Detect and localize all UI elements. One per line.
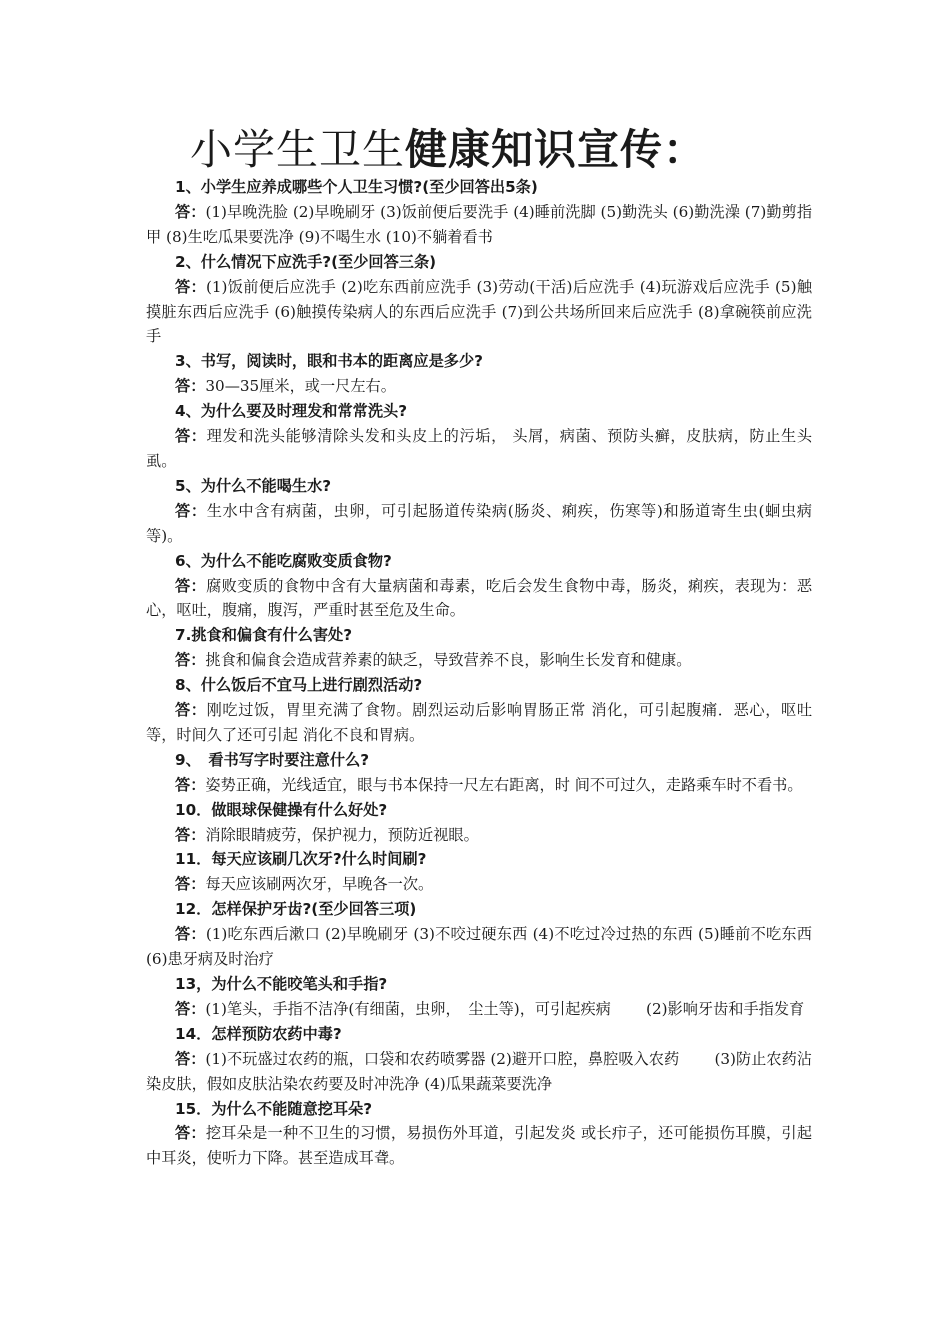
answer-text: (1)吃东西后漱口 (2)早晚刷牙 (3)不咬过硬东西 (4)不吃过冷过热的东西 (5)睡前不吃东西 (6)患牙病及时治疗 bbox=[146, 925, 812, 969]
answer-9 bbox=[146, 773, 812, 798]
answer-14 bbox=[146, 1047, 812, 1097]
answer-1 bbox=[146, 200, 812, 250]
question-4: 4、为什么要及时理发和常常洗头? bbox=[175, 402, 408, 421]
answer-label: 答： bbox=[175, 825, 206, 844]
answer-text: 30—35厘米，或一尺左右。 bbox=[205, 377, 396, 396]
answer-label: 答： bbox=[175, 1049, 206, 1068]
question-9: 9、 看书写字时要注意什么? bbox=[175, 750, 370, 769]
title-normal-part: 小学生卫生 bbox=[190, 125, 406, 174]
document-title bbox=[190, 122, 706, 178]
answer-text: 每天应该刷两次牙，早晚各一次。 bbox=[205, 875, 434, 894]
question-15: 15．为什么不能随意挖耳朵? bbox=[175, 1099, 373, 1118]
answer-text: 生水中含有病菌，虫卵，可引起肠道传染病(肠炎、痢疾，伤寒等)和肠道寄生虫(蛔虫病等)。 bbox=[146, 501, 812, 545]
answer-6 bbox=[146, 574, 812, 624]
answer-13 bbox=[146, 997, 812, 1022]
answer-3 bbox=[146, 374, 812, 399]
answer-label: 答： bbox=[175, 576, 207, 595]
question-10: 10．做眼球保健操有什么好处? bbox=[175, 800, 388, 819]
answer-label: 答： bbox=[175, 701, 207, 720]
question-1: 1、小学生应养成哪些个人卫生习惯?(至少回答出5条) bbox=[175, 178, 538, 196]
answer-text: 理发和洗头能够清除头发和头皮上的污垢， 头屑，病菌、预防头癣，皮肤病，防止生头虱。 bbox=[146, 427, 813, 470]
answer-label: 答： bbox=[175, 925, 206, 944]
question-12: 12．怎样保护牙齿?(至少回答三项) bbox=[175, 900, 417, 919]
title-bold-part: 健康知识宣传： bbox=[405, 125, 707, 174]
answer-11 bbox=[146, 872, 812, 897]
question-7: 7.挑食和偏食有什么害处? bbox=[175, 626, 353, 645]
answer-7 bbox=[146, 648, 812, 673]
answer-15 bbox=[146, 1121, 812, 1171]
answer-text: (1)笔头，手指不洁净(有细菌，虫卵， 尘土等)，可引起疾病 (2)影响牙齿和手指发育 bbox=[205, 999, 805, 1018]
answer-text: 挑食和偏食会造成营养素的缺乏，导致营养不良，影响生长发育和健康。 bbox=[205, 651, 692, 670]
answer-text: (1)早晚洗脸 (2)早晚刷牙 (3)饭前便后要洗手 (4)睡前洗脚 (5)勤洗头 (6)勤洗澡 (7)勤剪指甲 (8)生吃瓜果要洗净 (9)不喝生水 (10)不躺着看书 bbox=[146, 202, 813, 246]
answer-label: 答： bbox=[175, 427, 207, 446]
answer-text: 挖耳朵是一种不卫生的习惯，易损伤外耳道，引起发炎 或长疖子，还可能损伤耳膜，引起中耳炎，使听力下降。甚至造成耳聋。 bbox=[146, 1124, 813, 1168]
answer-label: 答： bbox=[175, 999, 206, 1018]
answer-12 bbox=[146, 922, 812, 972]
answer-8 bbox=[146, 698, 812, 748]
answer-label: 答： bbox=[175, 1124, 206, 1143]
answer-text: 消除眼睛疲劳，保护视力，预防近视眼。 bbox=[205, 825, 479, 844]
answer-label: 答： bbox=[175, 277, 206, 296]
answer-label: 答： bbox=[175, 377, 206, 396]
answer-label: 答： bbox=[175, 202, 206, 221]
question-14: 14．怎样预防农药中毒? bbox=[175, 1024, 342, 1043]
answer-label: 答： bbox=[175, 651, 206, 670]
answer-text: 刚吃过饭，胃里充满了食物。剧烈运动后影响胃肠正常 消化，可引起腹痛．恶心，呕吐等，时间久了还可引起 消化不良和胃病。 bbox=[146, 701, 813, 744]
answer-label: 答： bbox=[175, 875, 206, 894]
answer-text: 腐败变质的食物中含有大量病菌和毒素，吃后会发生食物中毒，肠炎，痢疾，表现为：恶心，呕吐，腹痛，腹泻，严重时甚至危及生命。 bbox=[146, 576, 813, 620]
answer-4 bbox=[146, 424, 812, 474]
question-8: 8、什么饭后不宜马上进行剧烈活动? bbox=[175, 676, 423, 695]
question-2: 2、什么情况下应洗手?(至少回答三条) bbox=[175, 252, 437, 271]
answer-5 bbox=[146, 499, 812, 549]
question-5: 5、为什么不能喝生水? bbox=[175, 476, 332, 495]
answer-text: 姿势正确，光线适宜，眼与书本保持一尺左右距离，时 间不可过久，走路乘车时不看书。 bbox=[205, 775, 803, 794]
answer-2 bbox=[146, 275, 812, 350]
question-6: 6、为什么不能吃腐败变质食物? bbox=[175, 551, 392, 570]
question-3: 3、书写，阅读时，眼和书本的距离应是多少? bbox=[175, 352, 483, 371]
answer-label: 答： bbox=[175, 501, 207, 520]
answer-text: (1)不玩盛过农药的瓶，口袋和农药喷雾器 (2)避开口腔，鼻腔吸入农药 (3)防止农药沾染皮肤，假如皮肤沾染农药要及时冲洗净 (4)瓜果蔬菜要洗净 bbox=[146, 1049, 812, 1093]
answer-text: (1)饭前便后应洗手 (2)吃东西前应洗手 (3)劳动(干活)后应洗手 (4)玩游戏后应洗手 (5)触摸脏东西后应洗手 (6)触摸传染病人的东西后应洗手 (7)到公共场所回来后应洗手 (8)拿碗筷前应洗手 bbox=[146, 277, 813, 346]
question-11: 11．每天应该刷几次牙?什么时间刷? bbox=[175, 850, 427, 869]
answer-10 bbox=[146, 823, 812, 848]
question-13: 13，为什么不能咬笔头和手指? bbox=[175, 975, 388, 993]
qa-list bbox=[146, 175, 812, 1171]
answer-label: 答： bbox=[175, 775, 206, 794]
